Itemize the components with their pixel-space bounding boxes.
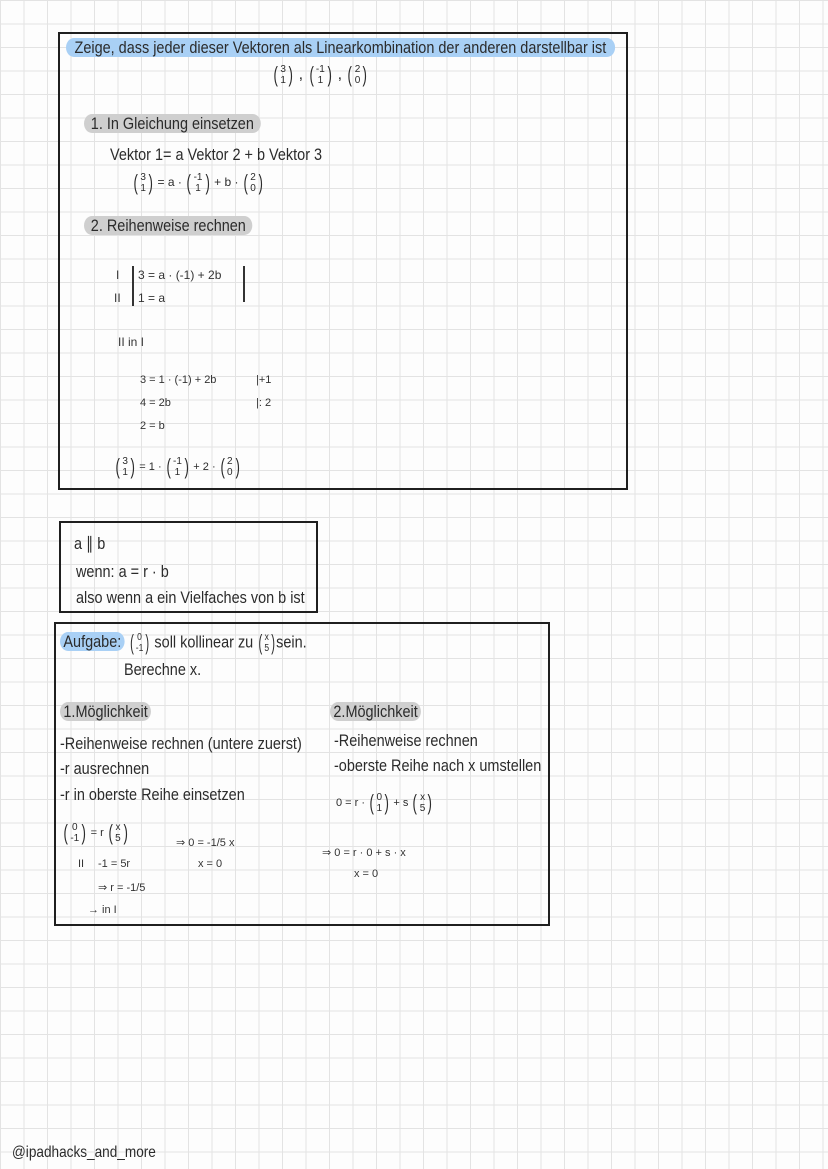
option1-row2: -1 = 5r (98, 858, 131, 870)
system-row-1: 3 = a · (-1) + 2b (138, 268, 222, 282)
vector-2: ( -1 1 ) (309, 62, 332, 87)
system-row-2: 1 = a (138, 291, 166, 305)
step1-equation: ( 3 1 ) = a · ( -1 1 ) + b · ( 2 0 ) (133, 170, 263, 195)
task-instruction: Berechne x. (124, 660, 202, 679)
system-label-1: I (116, 268, 120, 282)
option2-step-1: -Reihenweise rechnen (334, 731, 478, 750)
calc-row-1: 3 = 1 · (-1) + 2b (140, 374, 217, 386)
option1-heading: 1.Möglichkeit (60, 702, 151, 722)
option1-row2-label: II (78, 858, 85, 870)
option1-step-3: -r in oberste Reihe einsetzen (60, 785, 245, 804)
option2-result-1: ⇒ 0 = r · 0 + s · x (322, 847, 406, 859)
calc-op-2: |: 2 (256, 397, 272, 409)
step1-heading: 1. In Gleichung einsetzen (84, 114, 261, 134)
vector-3: ( 2 0 ) (347, 62, 368, 87)
calc-row-3: 2 = b (140, 420, 165, 432)
option1-step-1: -Reihenweise rechnen (untere zuerst) (60, 734, 302, 753)
system-bar-right (243, 266, 245, 302)
vector-1: ( 3 1 ) (273, 62, 293, 87)
vector-list: ( 3 1 ) , ( -1 1 ) , ( 2 0 ) (273, 62, 368, 87)
parallel-line: a ∥ b (74, 534, 106, 553)
task-statement: Aufgabe: ( 0 -1 ) soll kollinear zu ( x 5 ) sein. (60, 632, 307, 654)
calc-row-2: 4 = 2b (140, 397, 171, 409)
parallel-explanation: also wenn a ein Vielfaches von b ist (76, 588, 305, 607)
system-bar-left (132, 266, 134, 306)
task-title: Zeige, dass jeder dieser Vektoren als Linearkombination der anderen darstellbar ist (66, 38, 615, 58)
step2-heading: 2. Reihenweise rechnen (84, 216, 253, 236)
option1-r-result: ⇒ r = -1/5 (98, 882, 146, 894)
calc-op-1: |+1 (256, 374, 272, 386)
option1-result-1: ⇒ 0 = -1/5 x (176, 837, 235, 849)
option2-step-2: -oberste Reihe nach x umstellen (334, 756, 542, 775)
system-label-2: II (114, 291, 121, 305)
result-equation: ( 3 1 ) = 1 · ( -1 1 ) + 2 · ( 2 0 ) (115, 454, 240, 479)
step1-line: Vektor 1= a Vektor 2 + b Vektor 3 (110, 145, 323, 164)
parallel-condition: wenn: a = r · b (76, 562, 169, 581)
author-handle: @ipadhacks_and_more (12, 1144, 156, 1161)
option1-equation: ( 0 -1 ) = r ( x 5 ) (63, 820, 128, 845)
option2-result-2: x = 0 (354, 868, 379, 880)
option2-equation: 0 = r · ( 0 1 ) + s ( x 5 ) (336, 790, 433, 815)
option1-step-2: -r ausrechnen (60, 759, 150, 778)
option1-result-2: x = 0 (198, 858, 223, 870)
option2-heading: 2.Möglichkeit (330, 702, 421, 722)
substitution-label: II in I (118, 335, 145, 349)
option1-insert: → in I (88, 904, 117, 916)
